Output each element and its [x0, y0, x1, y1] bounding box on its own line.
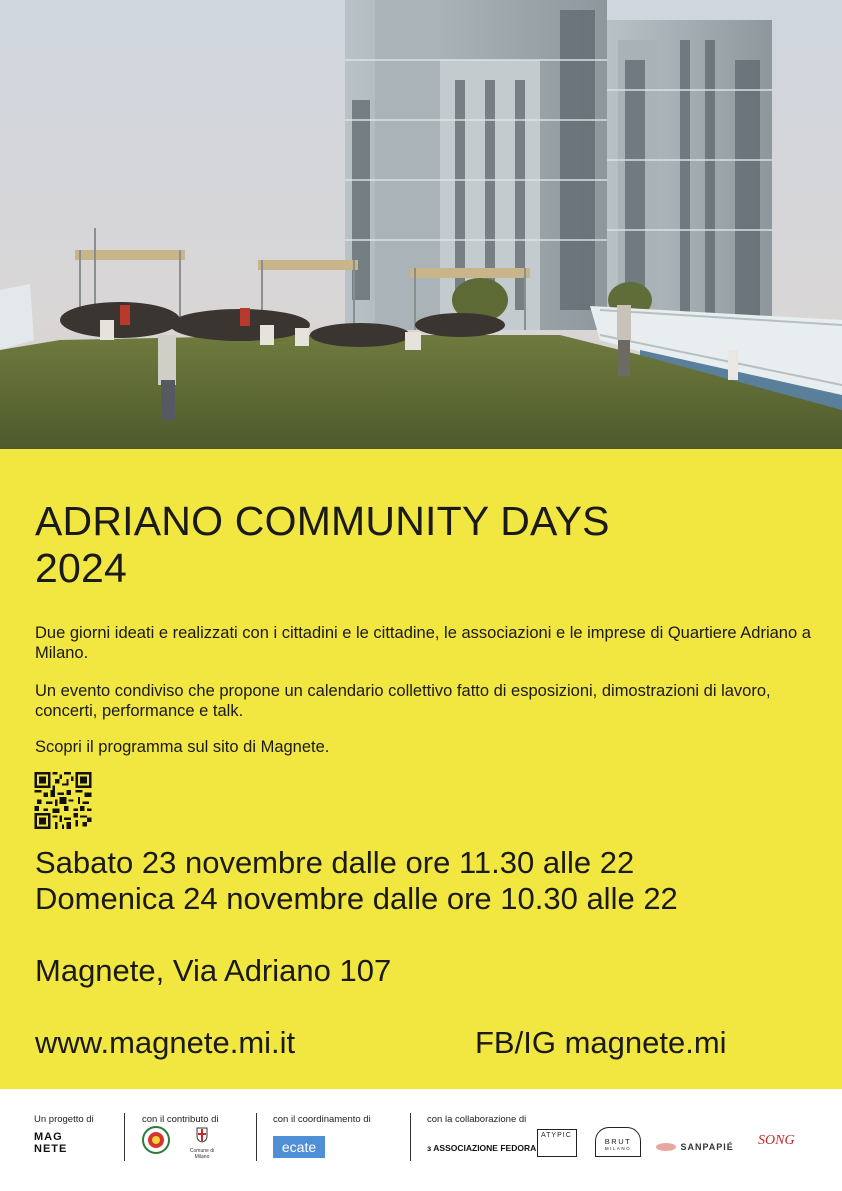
comune-milano-logo [188, 1127, 216, 1160]
magnete-logo-line1: MAG [34, 1131, 63, 1143]
divider [256, 1113, 257, 1161]
sanpapie-logo-text: SANPAPIÉ [680, 1141, 734, 1152]
regional-seal-icon [142, 1126, 170, 1154]
intro-paragraph: Due giorni ideati e realizzati con i cittadini e le cittadine, le associazioni e le imprese di Quartiere Adriano a Milano. [35, 624, 811, 662]
magnete-logo-line2: NETE [34, 1143, 68, 1155]
event-title-line2: 2024 [35, 545, 128, 591]
brut-logo-text: BRUT [604, 1137, 632, 1146]
fedora-logo [427, 1143, 536, 1153]
divider [124, 1113, 125, 1161]
program-link-text: Scopri il programma sul sito di Magnete. [35, 738, 330, 756]
lips-icon [656, 1143, 676, 1151]
collaboration-label: con la collaborazione di [427, 1114, 527, 1125]
milano-crest-icon [196, 1127, 208, 1143]
event-title [35, 498, 795, 592]
fedora-mark-icon: ɜ [427, 1143, 434, 1153]
project-label: Un progetto di [34, 1114, 94, 1125]
sanpapie-logo [656, 1138, 734, 1156]
description-paragraph: Un evento condiviso che propone un calendario collettivo fatto di esposizioni, dimostrazioni di lavoro, concerti, performance e talk. [35, 682, 771, 720]
divider [410, 1113, 411, 1161]
event-location: Magnete, Via Adriano 107 [35, 953, 392, 988]
event-title-line1: ADRIANO COMMUNITY DAYS [35, 498, 610, 544]
date-saturday: Sabato 23 novembre dalle ore 11.30 alle 22 [35, 845, 635, 880]
date-sunday: Domenica 24 novembre dalle ore 10.30 alle 22 [35, 881, 678, 916]
brut-logo-subtext: MILANO [604, 1146, 632, 1151]
partners-footer [0, 1089, 842, 1191]
hero-photo [0, 0, 842, 449]
coordination-label: con il coordinamento di [273, 1114, 371, 1125]
atypic-logo: ATYPIC [537, 1129, 577, 1157]
magnete-logo [34, 1131, 67, 1155]
contribution-label: con il contributo di [142, 1114, 219, 1125]
brut-logo [595, 1127, 641, 1157]
fedora-logo-text: ASSOCIAZIONE FEDORA [433, 1143, 537, 1153]
website-link[interactable]: www.magnete.mi.it [35, 1025, 296, 1060]
comune-milano-text: Comune di Milano [189, 1148, 215, 1160]
social-handle[interactable]: FB/IG magnete.mi [475, 1025, 727, 1060]
song-logo: SONG [758, 1133, 795, 1148]
ecate-logo: ecate [273, 1136, 325, 1158]
qr-code-icon[interactable] [34, 772, 92, 829]
